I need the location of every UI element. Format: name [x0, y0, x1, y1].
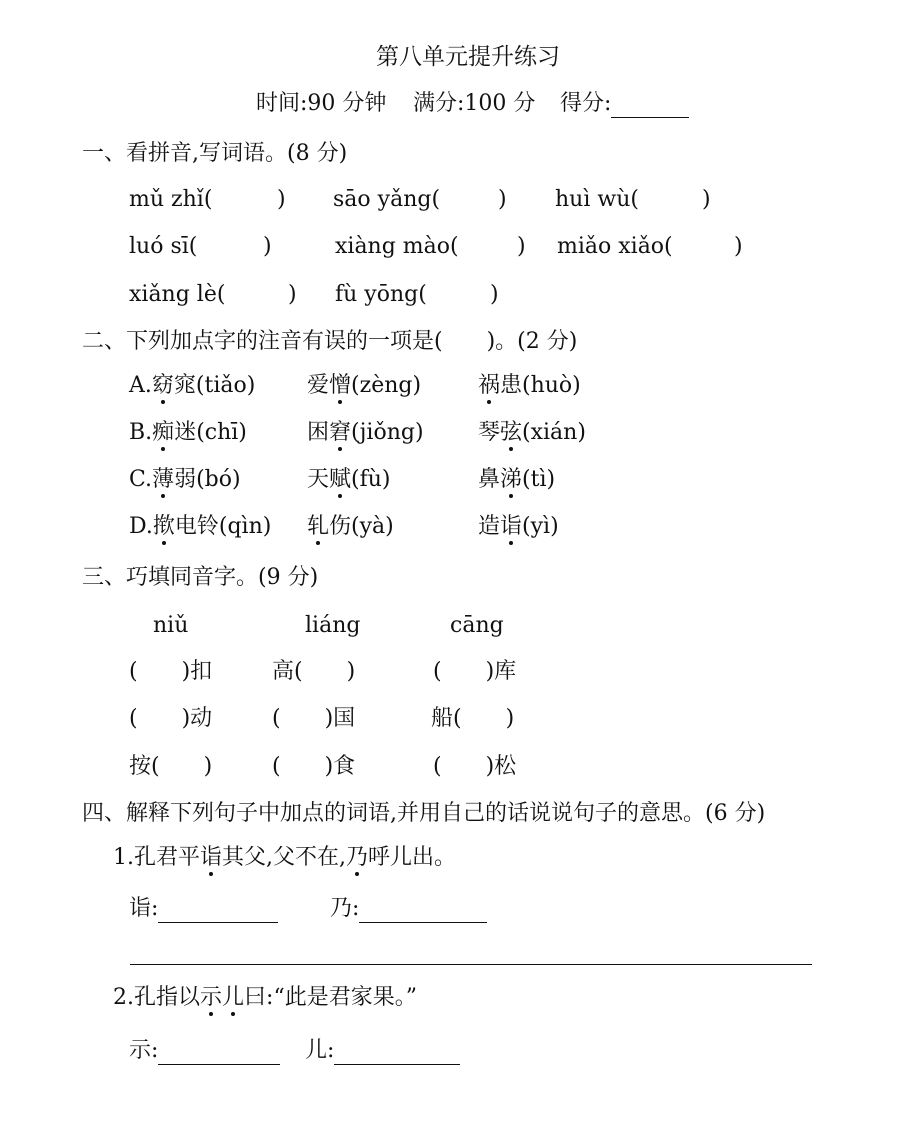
q3-blank-r3c3[interactable]: ( )松: [433, 754, 517, 779]
option-letter: D.: [129, 514, 153, 539]
q3-blank-r2c3[interactable]: 船( ): [431, 706, 515, 731]
option-text: 迷(chī): [174, 420, 247, 445]
plain-char: 琴: [478, 420, 501, 445]
score-blank[interactable]: [611, 97, 689, 118]
pinyin-text: (zèng): [351, 373, 422, 398]
q1-close-2: ): [498, 187, 507, 212]
q1-close-1: ): [277, 187, 286, 212]
q3-pinyin-3: cāng: [450, 613, 504, 638]
q2-d-word3: [478, 513, 559, 541]
q1-close-6: ): [734, 234, 743, 259]
q1-item-8: fù yōng(: [335, 282, 427, 307]
pinyin-text: (tì): [522, 467, 556, 492]
q2-c-word3: [478, 466, 555, 494]
q3-heading: 三、巧填同音字。(9 分): [82, 565, 319, 590]
q1-item-6: miǎo xiǎo(: [557, 234, 673, 259]
pinyin-text: 患(huò): [500, 373, 581, 398]
q1-close-3: ): [702, 187, 711, 212]
sentence-text: 2.孔指以: [113, 985, 200, 1010]
time-label: 时间:90 分钟: [256, 91, 387, 116]
pinyin-text: (fù): [351, 467, 391, 492]
q4-heading: 四、解释下列句子中加点的词语,并用自己的话说说句子的意思。(6 分): [82, 801, 766, 826]
dotted-char: 乃: [346, 845, 369, 870]
pinyin-text: (jiǒng): [351, 420, 424, 445]
q2-c-word2: [307, 466, 391, 494]
q3-pinyin-2: liáng: [305, 613, 361, 638]
q4-answer-line[interactable]: [130, 964, 812, 965]
q2-a-word2: [307, 372, 421, 400]
q1-item-2: sāo yǎng(: [333, 187, 441, 212]
option-text: 窕(tiǎo): [173, 373, 256, 398]
q3-blank-r1c3[interactable]: ( )库: [433, 659, 517, 684]
q3-blank-r3c1[interactable]: 按( ): [129, 754, 213, 779]
sentence-text: 1.孔君平: [113, 845, 200, 870]
dotted-char: 窈: [151, 373, 174, 398]
page-title: 第八单元提升练习: [376, 44, 560, 70]
term-label: 乃:: [330, 896, 360, 921]
plain-char: 鼻: [478, 467, 501, 492]
q2-option-a[interactable]: [129, 372, 255, 400]
q4-term-yi[interactable]: [129, 895, 278, 923]
q3-blank-r1c2[interactable]: 高( ): [272, 659, 356, 684]
full-score-label: 满分:100 分: [413, 91, 536, 116]
sentence-text: 其父,父不在,: [222, 845, 347, 870]
score-label: 得分:: [560, 91, 612, 116]
plain-char: 造: [478, 514, 501, 539]
q1-heading: 一、看拼音,写词语。(8 分): [82, 141, 348, 166]
dotted-char: 憎: [329, 373, 352, 398]
dotted-char: 祸: [478, 373, 501, 398]
dotted-char: 痴: [152, 420, 175, 445]
term-label: 示:: [129, 1038, 159, 1063]
q3-blank-r2c1[interactable]: ( )动: [129, 706, 213, 731]
q2-b-word3: [478, 419, 586, 447]
q3-blank-r3c2[interactable]: ( )食: [272, 754, 356, 779]
q4-term-nai[interactable]: [330, 895, 487, 923]
q1-close-4: ): [263, 234, 272, 259]
q1-item-4: luó sī(: [129, 234, 198, 259]
dotted-char: 揿: [152, 514, 175, 539]
q2-option-d[interactable]: [129, 513, 271, 541]
option-text: 电铃(qìn): [174, 514, 272, 539]
dotted-char: 涕: [500, 467, 523, 492]
dotted-char: 薄: [152, 467, 175, 492]
q3-blank-r1c1[interactable]: ( )扣: [129, 659, 213, 684]
dotted-char: 窘: [329, 420, 352, 445]
option-letter: C.: [129, 467, 153, 492]
option-letter: A.: [129, 373, 152, 398]
pinyin-text: 伤(yà): [329, 514, 394, 539]
plain-char: 爱: [307, 373, 330, 398]
q1-item-7: xiǎng lè(: [129, 282, 226, 307]
term-blank[interactable]: [158, 1044, 280, 1065]
sentence-text: 呼儿出。: [368, 845, 457, 870]
q1-item-1: mǔ zhǐ(: [129, 187, 213, 212]
q1-close-5: ): [517, 234, 526, 259]
term-blank[interactable]: [359, 902, 487, 923]
score-field[interactable]: [560, 90, 689, 118]
q2-option-b[interactable]: [129, 419, 247, 447]
q2-option-c[interactable]: [129, 466, 241, 494]
dotted-char: 轧: [307, 514, 330, 539]
pinyin-text: (yì): [522, 514, 559, 539]
q4-term-shi[interactable]: [129, 1037, 280, 1065]
plain-char: 困: [307, 420, 330, 445]
q3-blank-r2c2[interactable]: ( )国: [272, 706, 356, 731]
q1-item-3: huì wù(: [555, 187, 639, 212]
dotted-char: 弦: [500, 420, 523, 445]
option-text: 弱(bó): [174, 467, 241, 492]
term-label: 儿:: [305, 1038, 335, 1063]
sentence-text: 曰:“此是君家果。”: [244, 985, 417, 1010]
option-letter: B.: [129, 420, 153, 445]
q1-close-7: ): [288, 282, 297, 307]
term-blank[interactable]: [158, 902, 278, 923]
q4-sentence-2: [113, 984, 417, 1012]
q4-sentence-1: [113, 844, 456, 872]
dotted-char: 诣: [500, 514, 523, 539]
q2-d-word2: [307, 513, 394, 541]
plain-char: 天: [307, 467, 330, 492]
q2-a-word3: [478, 372, 581, 400]
pinyin-text: (xián): [522, 420, 586, 445]
dotted-char: 示: [200, 985, 223, 1010]
dotted-char: 赋: [329, 467, 352, 492]
q2-b-word2: [307, 419, 424, 447]
dotted-char: 诣: [200, 845, 223, 870]
q2-heading: 二、下列加点字的注音有误的一项是( )。(2 分): [82, 329, 578, 354]
dotted-char: 儿: [222, 985, 245, 1010]
term-blank[interactable]: [334, 1044, 460, 1065]
q3-pinyin-1: niǔ: [153, 613, 189, 638]
q1-close-8: ): [490, 282, 499, 307]
term-label: 诣:: [129, 896, 159, 921]
q4-term-er[interactable]: [305, 1037, 460, 1065]
q1-item-5: xiàng mào(: [335, 234, 459, 259]
